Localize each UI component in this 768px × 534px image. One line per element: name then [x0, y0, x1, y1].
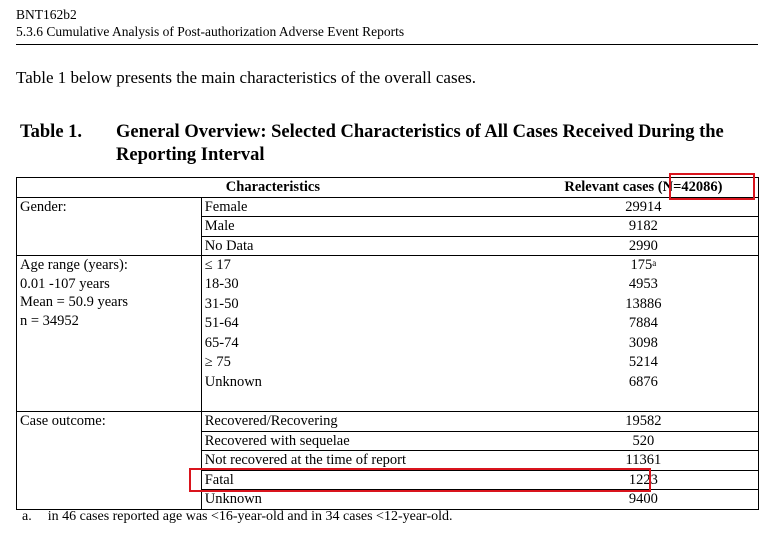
- age-category: 31-50: [204, 295, 239, 312]
- age-value-text: 13886: [625, 295, 662, 312]
- outcome-value: [529, 412, 759, 432]
- age-value-text: 7884: [628, 315, 658, 331]
- outcome-category: Not recovered at the time of report: [201, 451, 529, 471]
- outcome-value: [529, 490, 759, 510]
- header-relevant-cases: Relevant cases (N=42086): [529, 178, 759, 198]
- age-value-text: 175: [630, 257, 653, 273]
- table-number: Table 1.: [20, 122, 83, 142]
- gender-label-line: Gender:: [20, 198, 67, 215]
- outcome-label-line: Case outcome:: [20, 413, 106, 429]
- outcome-row: [17, 412, 759, 432]
- outcome-category: Recovered/Recovering: [201, 412, 529, 432]
- table-footnote: [22, 509, 452, 525]
- gender-value-text: 2990: [628, 237, 658, 254]
- age-value-text: 6876: [628, 373, 658, 390]
- age-label-line: n = 34952: [20, 312, 79, 329]
- outcome-value: [529, 431, 759, 451]
- age-value: [529, 353, 759, 373]
- age-value: [529, 295, 759, 315]
- header-characteristics: Characteristics: [17, 178, 529, 198]
- gender-category: No Data: [201, 236, 529, 256]
- age-category: 18-30: [204, 276, 239, 292]
- outcome-value-text: 520: [632, 432, 655, 449]
- age-value-text: 3098: [628, 334, 658, 351]
- gender-category: Female: [201, 197, 529, 217]
- outcome-category: Recovered with sequelae: [201, 431, 529, 451]
- age-label-line: Mean = 50.9 years: [20, 294, 129, 310]
- gender-value-text: 9182: [628, 218, 658, 234]
- age-group-label: [17, 256, 202, 412]
- table-title: General Overview: Selected Characteristics of All Cases Received During the Reporting Interval: [116, 122, 724, 165]
- outcome-category: Unknown: [201, 490, 529, 510]
- outcome-value-text: 9400: [628, 491, 658, 507]
- outcome-category: Fatal: [201, 470, 529, 490]
- age-value: [529, 334, 759, 354]
- age-category: ≤ 17: [204, 257, 231, 273]
- age-value: [529, 314, 759, 334]
- age-category: ≥ 75: [204, 354, 231, 370]
- outcome-value-text: 1223: [628, 471, 658, 488]
- gender-value: [529, 217, 759, 237]
- highlight-box-total-cases: [669, 173, 755, 201]
- gender-value-text: 29914: [625, 198, 662, 215]
- age-value-text: 4953: [628, 276, 658, 292]
- characteristics-table: [16, 177, 759, 510]
- age-row: [17, 256, 759, 276]
- age-value-text: 5214: [628, 354, 658, 370]
- age-category: 65-74: [204, 334, 239, 351]
- table-header-row: [17, 178, 759, 198]
- spacer-cell: [201, 392, 529, 412]
- age-value: [529, 275, 759, 295]
- highlight-box-fatal-row: [189, 468, 650, 492]
- section-heading: 5.3.6 Cumulative Analysis of Post-authorization Adverse Event Reports: [16, 24, 405, 39]
- age-value: [529, 256, 759, 276]
- footnote-text: in 46 cases reported age was <16-year-old and in 34 cases <12-year-old.: [47, 509, 453, 524]
- age-category: Unknown: [204, 373, 262, 390]
- footnote-mark: a.: [22, 509, 32, 524]
- outcome-value-text: 11361: [625, 452, 662, 468]
- age-category: 51-64: [204, 315, 239, 331]
- age-label-line: 0.01 -107 years: [20, 275, 110, 292]
- gender-value: [529, 236, 759, 256]
- gender-row: [17, 197, 759, 217]
- document-id: BNT162b2: [16, 7, 77, 22]
- age-value: [529, 373, 759, 393]
- outcome-group-label: [17, 412, 202, 510]
- spacer-cell: [529, 392, 759, 412]
- footnote-ref: a: [652, 258, 657, 268]
- age-label-line: Age range (years):: [20, 257, 128, 273]
- header-divider: [16, 44, 758, 45]
- outcome-value-text: 19582: [625, 413, 662, 429]
- gender-group-label: [17, 197, 202, 256]
- document-header: [16, 6, 758, 40]
- gender-category: Male: [201, 217, 529, 237]
- intro-text: Table 1 below presents the main characteristics of the overall cases.: [16, 68, 476, 87]
